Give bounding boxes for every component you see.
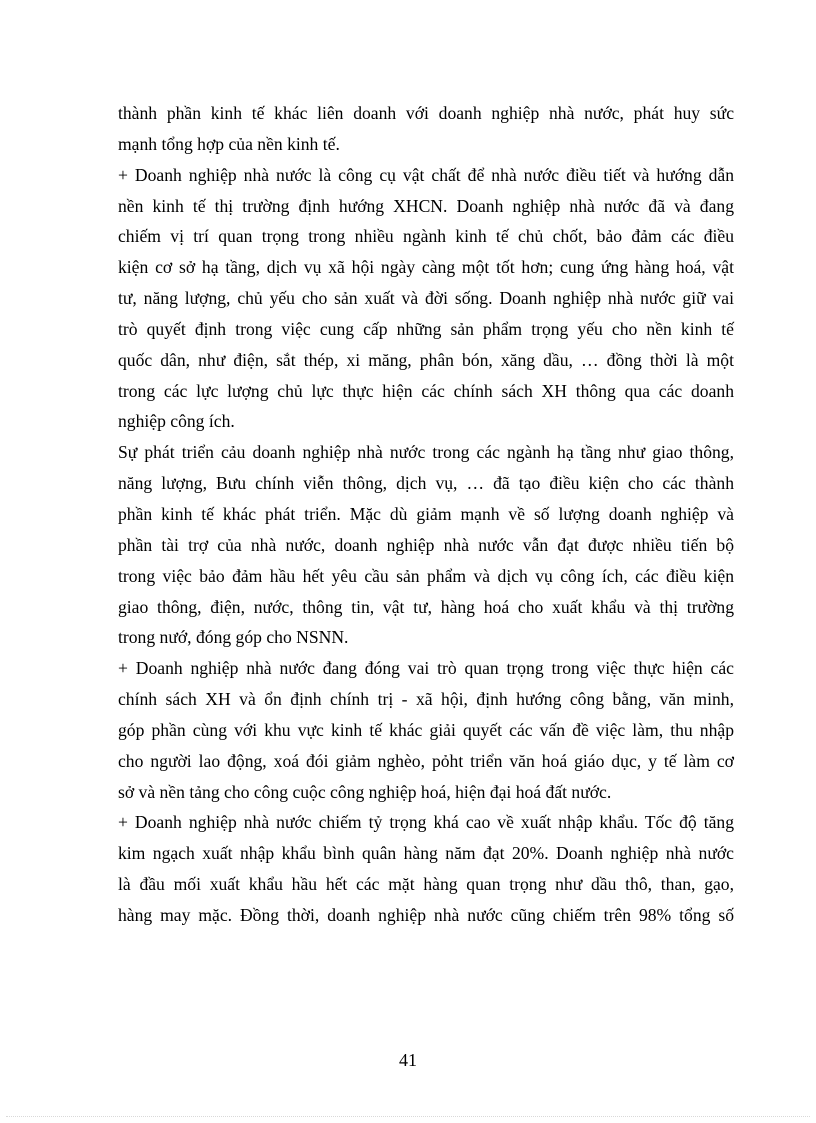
text-line: phần tài trợ của nhà nước, doanh nghiệp nhà nước vẫn đạt được nhiều tiến bộ (118, 534, 734, 555)
text-line: quốc dân, như điện, sắt thép, xi măng, phân bón, xăng dầu, … đồng thời là một (118, 349, 734, 370)
text-line: phần kinh tế khác phát triển. Mặc dù giảm mạnh về số lượng doanh nghiệp và (118, 503, 734, 524)
text-line: + Doanh nghiệp nhà nước đang đóng vai trò quan trọng trong việc thực hiện các (118, 658, 734, 679)
text-line: giao thông, điện, nước, thông tin, vật tư, hàng hoá cho xuất khẩu và thị trường (118, 596, 734, 617)
text-line: trò quyết định trong việc cung cấp những sản phẩm trọng yếu cho nền kinh tế (118, 318, 734, 339)
text-line: kim ngạch xuất nhập khẩu bình quân hàng năm đạt 20%. Doanh nghiệp nhà nước (118, 843, 734, 864)
text-line: trong việc bảo đảm hầu hết yêu cầu sản phẩm và dịch vụ công ích, các điều kiện (118, 565, 734, 586)
text-line: trong nướ, đóng góp cho NSNN. (118, 627, 349, 648)
text-line: sở và nền tảng cho công cuộc công nghiệp hoá, hiện đại hoá đất nước. (118, 781, 612, 802)
text-line: là đầu mối xuất khẩu hầu hết các mặt hàng quan trọng như dầu thô, than, gạo, (118, 874, 734, 895)
page-number: 41 (399, 1050, 417, 1070)
text-line: + Doanh nghiệp nhà nước chiếm tỷ trọng khá cao về xuất nhập khẩu. Tốc độ tăng (118, 812, 734, 833)
text-line: góp phần cùng với khu vực kinh tế khác giải quyết các vấn đề việc làm, thu nhập (118, 719, 734, 740)
text-line: nền kinh tế thị trường định hướng XHCN. Doanh nghiệp nhà nước đã và đang (118, 195, 734, 216)
text-line: mạnh tổng hợp của nền kinh tế. (118, 133, 340, 154)
text-line: cho người lao động, xoá đói giảm nghèo, pỏht triển văn hoá giáo dục, y tế làm cơ (118, 750, 734, 771)
body-text (118, 98, 734, 931)
text-line: + Doanh nghiệp nhà nước là công cụ vật chất để nhà nước điều tiết và hướng dẫn (118, 164, 734, 185)
text-line: chiếm vị trí quan trọng trong nhiều ngành kinh tế chủ chốt, bảo đảm các điều (118, 226, 734, 247)
text-line: trong các lực lượng chủ lực thực hiện các chính sách XH thông qua các doanh (118, 380, 734, 401)
page-bottom-divider (6, 1116, 810, 1117)
text-line: tư, năng lượng, chủ yếu cho sản xuất và đời sống. Doanh nghiệp nhà nước giữ vai (118, 288, 734, 309)
text-line: thành phần kinh tế khác liên doanh với doanh nghiệp nhà nước, phát huy sức (118, 103, 734, 123)
text-line: năng lượng, Bưu chính viễn thông, dịch vụ, … đã tạo điều kiện cho các thành (118, 473, 734, 494)
text-line: chính sách XH và ổn định chính trị - xã hội, định hướng công bằng, văn minh, (118, 689, 734, 710)
text-line: nghiệp công ích. (118, 411, 235, 432)
text-line: hàng may mặc. Đồng thời, doanh nghiệp nhà nước cũng chiếm trên 98% tổng số (118, 904, 734, 925)
text-line: kiện cơ sở hạ tầng, dịch vụ xã hội ngày càng một tốt hơn; cung ứng hàng hoá, vật (118, 257, 734, 278)
text-line: Sự phát triển cảu doanh nghiệp nhà nước trong các ngành hạ tầng như giao thông, (118, 442, 734, 463)
